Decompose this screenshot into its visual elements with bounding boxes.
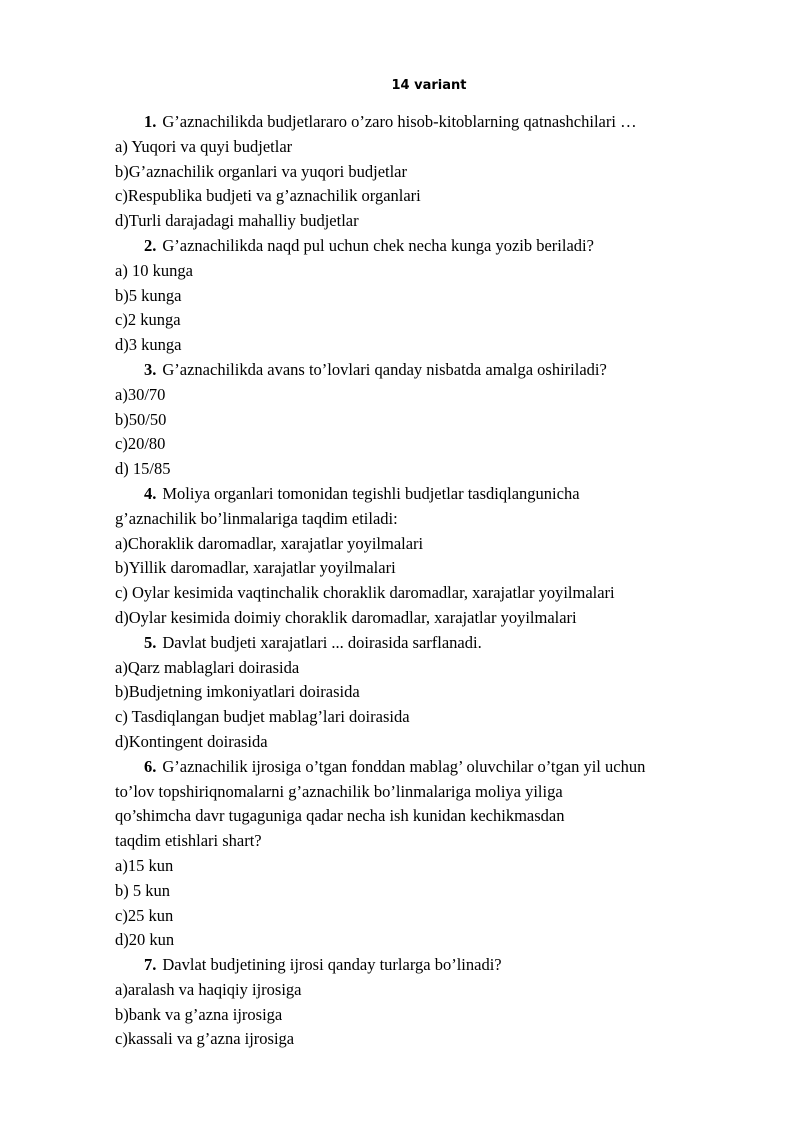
question-text-continued: qo’shimcha davr tugaguniga qadar necha ish kunidan kechikmasdan bbox=[115, 806, 565, 826]
answer-option-d: d)Kontingent doirasida bbox=[115, 731, 268, 751]
question-number: 7. bbox=[144, 955, 157, 975]
question-text-continued: g’aznachilik bo’linmalariga taqdim etiladi: bbox=[115, 508, 398, 528]
answer-option-a: a)Choraklik daromadlar, xarajatlar yoyilmalari bbox=[115, 533, 424, 553]
answer-option-b: b)Budjetning imkoniyatlari doirasida bbox=[115, 682, 360, 702]
question-text: G’aznachilikda naqd pul uchun chek necha kunga yozib beriladi? bbox=[162, 235, 594, 255]
answer-option-d: d)Oylar kesimida doimiy choraklik daromadlar, xarajatlar yoyilmalari bbox=[115, 607, 577, 627]
question-number: 4. bbox=[144, 483, 157, 503]
question-text: G’aznachilikda budjetlararo o’zaro hisob-kitoblarning qatnashchilari … bbox=[162, 112, 637, 131]
question-text: Davlat budjeti xarajatlari ... doirasida sarflanadi. bbox=[162, 632, 482, 652]
question-number: 3. bbox=[144, 359, 157, 379]
question-2 bbox=[115, 234, 735, 358]
answer-option-a: a) 10 kunga bbox=[115, 260, 193, 280]
answer-option-d: d)3 kunga bbox=[115, 335, 182, 355]
question-text-continued: to’lov topshiriqnomalarni g’aznachilik bo’linmalariga moliya yiliga bbox=[115, 781, 563, 801]
question-number: 6. bbox=[144, 756, 157, 776]
answer-option-a: a) Yuqori va quyi budjetlar bbox=[115, 136, 293, 156]
answer-option-b: b)G’aznachilik organlari va yuqori budjetlar bbox=[115, 161, 408, 181]
answer-option-c: c) Oylar kesimida vaqtinchalik choraklik daromadlar, xarajatlar yoyilmalari bbox=[115, 583, 615, 603]
answer-option-c: c)Respublika budjeti va g’aznachilik organlari bbox=[115, 186, 421, 206]
question-text: G’aznachilik ijrosiga o’tgan fonddan mablag’ oluvchilar o’tgan yil uchun bbox=[162, 756, 646, 776]
answer-option-c: c)25 kun bbox=[115, 905, 174, 925]
question-text: Moliya organlari tomonidan tegishli budjetlar tasdiqlangunicha bbox=[162, 483, 580, 503]
question-1 bbox=[115, 110, 735, 234]
answer-option-b: b)5 kunga bbox=[115, 285, 182, 305]
answer-option-d: d)Turli darajadagi mahalliy budjetlar bbox=[115, 211, 359, 231]
answer-option-c: c)2 kunga bbox=[115, 310, 181, 330]
question-list bbox=[115, 110, 735, 1052]
question-text: G’aznachilikda avans to’lovlari qanday nisbatda amalga oshiriladi? bbox=[162, 359, 607, 379]
answer-option-d: d) 15/85 bbox=[115, 459, 171, 479]
answer-option-a: a)Qarz mablaglari doirasida bbox=[115, 657, 300, 677]
question-3 bbox=[115, 358, 735, 482]
answer-option-d: d)20 kun bbox=[115, 930, 175, 950]
question-6 bbox=[115, 755, 735, 953]
question-number: 2. bbox=[144, 235, 157, 255]
answer-option-a: a)30/70 bbox=[115, 384, 166, 404]
question-text-continued: taqdim etishlari shart? bbox=[115, 831, 262, 851]
answer-option-c: c)kassali va g’azna ijrosiga bbox=[115, 1029, 295, 1049]
question-5 bbox=[115, 631, 735, 755]
answer-option-c: c)20/80 bbox=[115, 434, 166, 454]
answer-option-b: b) 5 kun bbox=[115, 880, 170, 900]
answer-option-b: b)50/50 bbox=[115, 409, 167, 429]
answer-option-b: b)Yillik daromadlar, xarajatlar yoyilmalari bbox=[115, 558, 396, 578]
answer-option-a: a)15 kun bbox=[115, 855, 174, 875]
answer-option-c: c) Tasdiqlangan budjet mablag’lari doirasida bbox=[115, 707, 410, 727]
answer-option-a: a)aralash va haqiqiy ijrosiga bbox=[115, 979, 302, 999]
question-7 bbox=[115, 953, 735, 1052]
question-number: 5. bbox=[144, 632, 157, 652]
question-4 bbox=[115, 482, 735, 631]
question-text: Davlat budjetining ijrosi qanday turlarga bo’linadi? bbox=[162, 955, 502, 975]
answer-option-b: b)bank va g’azna ijrosiga bbox=[115, 1004, 283, 1024]
question-number: 1. bbox=[144, 112, 157, 131]
document-title: 14 variant bbox=[391, 78, 467, 93]
